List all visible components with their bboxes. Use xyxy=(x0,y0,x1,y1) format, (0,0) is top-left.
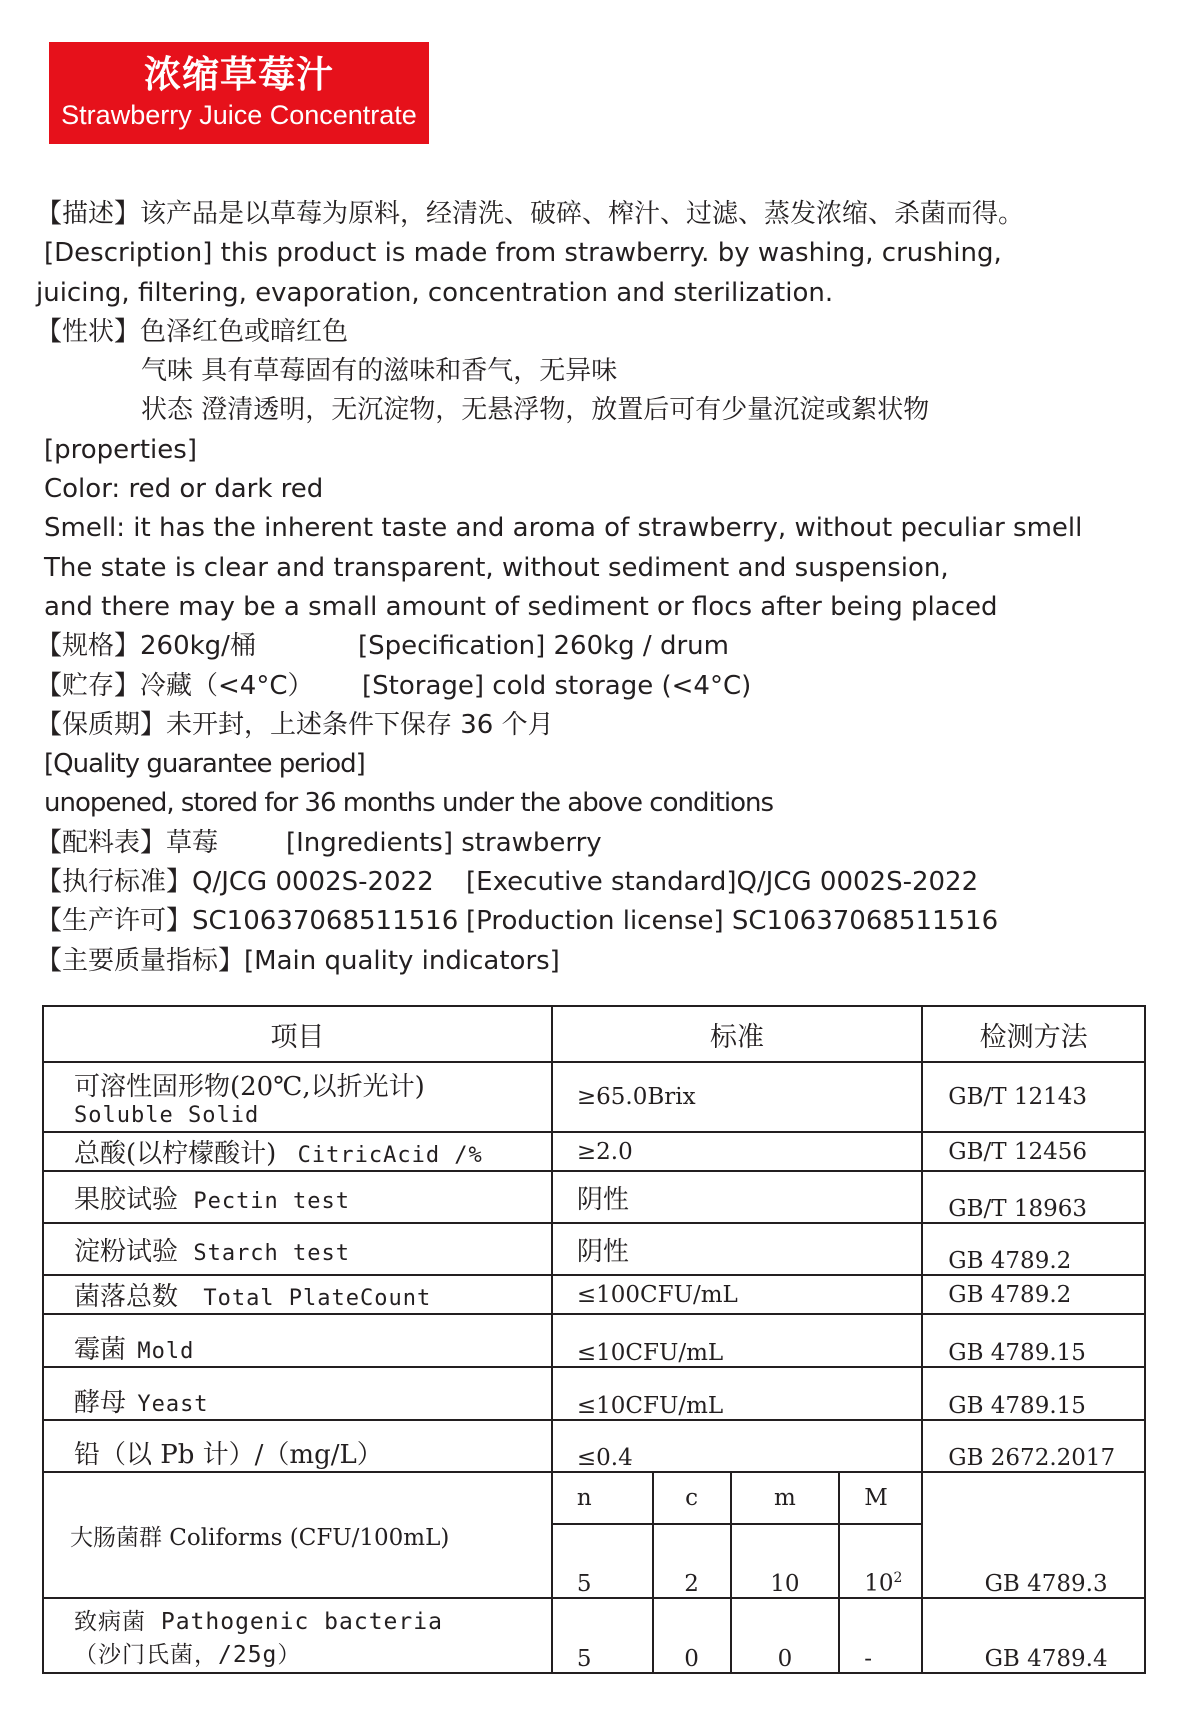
quality-period-en-label: [Quality guarantee period] xyxy=(44,749,365,780)
pathogenic-item-line1: 致病菌 Pathogenic bacteria xyxy=(74,1608,443,1635)
properties-en-smell: Smell: it has the inherent taste and aroma of strawberry, without peculiar smell xyxy=(44,513,1083,544)
item-cell xyxy=(43,1420,552,1472)
standard-cell: ≤0.4 xyxy=(552,1420,922,1472)
table-row xyxy=(43,1367,1145,1420)
table-row xyxy=(43,1314,1145,1367)
item-en: Yeast xyxy=(137,1392,209,1417)
item-cn: 可溶性固形物(20℃,以折光计) xyxy=(74,1072,425,1102)
specification-cn: 【规格】260kg/桶 xyxy=(36,631,256,662)
table-row xyxy=(43,1223,1145,1275)
pathogenic-n: 5 xyxy=(552,1598,653,1673)
coliforms-method: GB 4789.3 xyxy=(922,1472,1145,1598)
item-cn: 菌落总数 xyxy=(74,1282,179,1312)
coliforms-M-base: 10 xyxy=(864,1571,894,1597)
license-line xyxy=(36,902,1166,941)
standard-cell: ≤100CFU/mL xyxy=(552,1275,922,1314)
method-cell: GB 4789.2 xyxy=(922,1275,1145,1314)
product-info xyxy=(36,195,1166,981)
item-en: Mold xyxy=(137,1339,195,1364)
item-en: Soluble Solid xyxy=(74,1103,260,1128)
header-method: 检测方法 xyxy=(922,1006,1145,1062)
sub-header-c: c xyxy=(653,1472,731,1524)
item-cell xyxy=(43,1062,552,1132)
storage-cn: 【贮存】冷藏（<4°C） xyxy=(36,670,314,701)
table-row xyxy=(43,1420,1145,1472)
standard-cell: ≥2.0 xyxy=(552,1132,922,1171)
pathogenic-M: - xyxy=(839,1598,922,1673)
table-row xyxy=(43,1132,1145,1171)
standard-cell: 阴性 xyxy=(552,1171,922,1223)
sub-header-M: M xyxy=(839,1472,922,1524)
standard-line xyxy=(36,863,1166,902)
ingredients-line xyxy=(36,824,1166,863)
properties-cn-state: 状态 澄清透明，无沉淀物，无悬浮物，放置后可有少量沉淀或絮状物 xyxy=(141,395,930,426)
properties-cn-smell: 气味 具有草莓固有的滋味和香气，无异味 xyxy=(141,356,618,387)
method-cell: GB 2672.2017 xyxy=(922,1420,1145,1472)
specification-en: [Specification] 260kg / drum xyxy=(358,631,729,662)
properties-en-label: [properties] xyxy=(44,434,197,465)
item-cn: 霉菌 xyxy=(74,1335,127,1365)
quality-period-cn: 【保质期】未开封，上述条件下保存 36 个月 xyxy=(36,709,554,740)
coliforms-M-exp: 2 xyxy=(893,1570,903,1587)
standard-cell: ≥65.0Brix xyxy=(552,1062,922,1132)
properties-en-state-2: and there may be a small amount of sediment or flocs after being placed xyxy=(44,591,998,622)
header-item: 项目 xyxy=(43,1006,552,1062)
item-cell xyxy=(43,1314,552,1367)
standard-cell: ≤10CFU/mL xyxy=(552,1367,922,1420)
product-title-cn: 浓缩草莓汁 xyxy=(144,53,334,96)
quality-period-en-text: unopened, stored for 36 months under the above conditions xyxy=(44,788,774,819)
coliforms-header-row xyxy=(43,1472,1145,1524)
method-cell: GB 4789.15 xyxy=(922,1367,1145,1420)
properties-cn-color: 【性状】色泽红色或暗红色 xyxy=(36,316,349,347)
description-en-2: juicing, filtering, evaporation, concentration and sterilization. xyxy=(36,277,834,308)
license-cn: 【生产许可】SC10637068511516 xyxy=(36,906,459,937)
pathogenic-method: GB 4789.4 xyxy=(922,1598,1145,1673)
license-en: [Production license] SC10637068511516 xyxy=(466,906,999,937)
standard-cn: 【执行标准】Q/JCG 0002S-2022 xyxy=(36,867,434,898)
item-en: Starch test xyxy=(193,1240,351,1266)
table-row xyxy=(43,1062,1145,1132)
item-cn: 酵母 xyxy=(74,1388,127,1418)
header-standard: 标准 xyxy=(552,1006,922,1062)
specification-line xyxy=(36,627,1166,666)
standard-cell: ≤10CFU/mL xyxy=(552,1314,922,1367)
item-cell xyxy=(43,1132,552,1171)
table-row xyxy=(43,1171,1145,1223)
quality-indicators-table xyxy=(42,1005,1146,1674)
method-cell: GB/T 12456 xyxy=(922,1132,1145,1171)
indicators-heading: 【主要质量指标】[Main quality indicators] xyxy=(36,945,560,976)
standard-cell: 阴性 xyxy=(552,1223,922,1275)
table-row xyxy=(43,1275,1145,1314)
product-title-banner xyxy=(49,42,429,144)
standard-en: [Executive standard]Q/JCG 0002S-2022 xyxy=(466,867,979,898)
coliforms-n: 5 xyxy=(552,1524,653,1598)
ingredients-cn: 【配料表】草莓 xyxy=(36,827,219,858)
pathogenic-item xyxy=(43,1598,552,1673)
item-cell xyxy=(43,1223,552,1275)
pathogenic-row xyxy=(43,1598,1145,1673)
pathogenic-m: 0 xyxy=(731,1598,840,1673)
sub-header-n: n xyxy=(552,1472,653,1524)
description-en-1: [Description] this product is made from strawberry. by washing, crushing, xyxy=(44,238,1002,269)
item-cell xyxy=(43,1171,552,1223)
description-cn: 【描述】该产品是以草莓为原料，经清洗、破碎、榨汁、过滤、蒸发浓缩、杀菌而得。 xyxy=(36,199,1025,229)
sub-header-m: m xyxy=(731,1472,840,1524)
properties-en-color: Color: red or dark red xyxy=(44,474,324,505)
ingredients-en: [Ingredients] strawberry xyxy=(286,827,602,858)
item-cell xyxy=(43,1275,552,1314)
method-cell: GB/T 18963 xyxy=(922,1171,1145,1223)
method-cell: GB/T 12143 xyxy=(922,1062,1145,1132)
coliforms-M xyxy=(839,1524,922,1598)
item-en: Pectin test xyxy=(193,1188,351,1214)
pathogenic-item-line2: （沙门氏菌，/25g） xyxy=(74,1641,302,1668)
item-cn: 淀粉试验 xyxy=(74,1236,179,1267)
properties-en-state-1: The state is clear and transparent, without sediment and suspension, xyxy=(44,552,949,583)
coliforms-m: 10 xyxy=(731,1524,840,1598)
table-header-row xyxy=(43,1006,1145,1062)
item-cell xyxy=(43,1367,552,1420)
coliforms-c: 2 xyxy=(653,1524,731,1598)
method-cell: GB 4789.15 xyxy=(922,1314,1145,1367)
method-cell: GB 4789.2 xyxy=(922,1223,1145,1275)
product-title-en: Strawberry Juice Concentrate xyxy=(61,100,417,130)
item-en: CitricAcid /% xyxy=(297,1143,483,1168)
storage-en: [Storage] cold storage (<4°C) xyxy=(362,670,752,701)
item-cn: 果胶试验 xyxy=(74,1184,179,1215)
item-en: Total PlateCount xyxy=(203,1286,432,1311)
coliforms-item: 大肠菌群 Coliforms (CFU/100mL) xyxy=(43,1472,552,1598)
storage-line xyxy=(36,667,1166,706)
item-cn: 铅（以 Pb 计）/（mg/L） xyxy=(74,1440,383,1470)
pathogenic-c: 0 xyxy=(653,1598,731,1673)
item-cn: 总酸(以柠檬酸计) xyxy=(74,1139,277,1169)
